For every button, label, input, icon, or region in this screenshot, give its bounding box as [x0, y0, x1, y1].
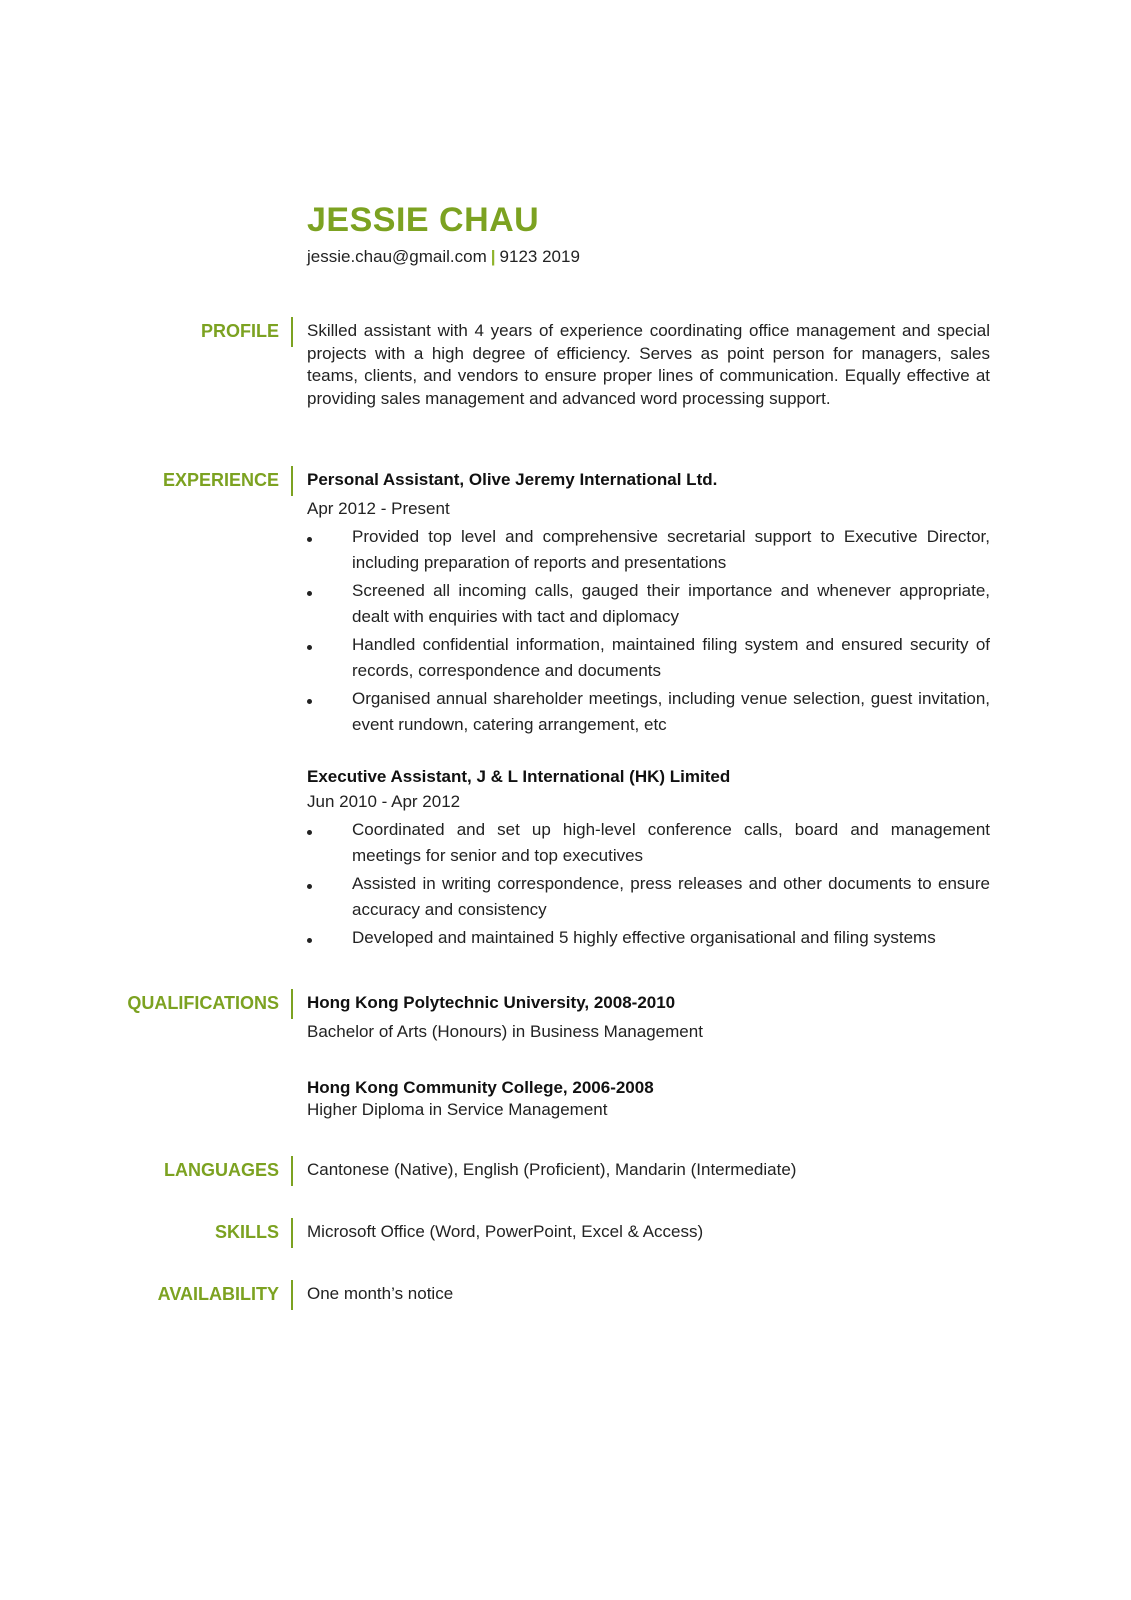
list-item: Provided top level and comprehensive secretarial support to Executive Director, including preparation of reports and presentations [307, 524, 990, 575]
job-entry [307, 469, 990, 740]
section-divider [291, 317, 293, 347]
section-divider [291, 1156, 293, 1186]
phone-number: 9123 2019 [499, 247, 580, 266]
section-divider [291, 466, 293, 496]
job-entry [307, 766, 990, 954]
qualification-school: Hong Kong Polytechnic University, 2008-2010 [307, 993, 676, 1012]
list-item: Assisted in writing correspondence, press releases and other documents to ensure accuracy and consistency [307, 871, 990, 922]
job-title: Executive Assistant, J & L International (HK) Limited [307, 767, 731, 786]
section-label-languages: LANGUAGES [163, 1160, 279, 1180]
section-label-availability: AVAILABILITY [157, 1284, 279, 1304]
qualification-entry [307, 1077, 990, 1121]
qualification-entry [307, 992, 990, 1043]
job-duties-list [307, 524, 990, 737]
profile-text: Skilled assistant with 4 years of experience coordinating office management and special projects with a high degree of efficiency. Serves as point person for managers, sales teams, clients, and vendors to ensure proper lines of communication. Equally effective at providing sales management and advanced word processing support. [307, 321, 990, 408]
section-divider [291, 1218, 293, 1248]
candidate-name: JESSIE CHAU [307, 201, 540, 239]
list-item: Screened all incoming calls, gauged their importance and whenever appropriate, dealt with enquiries with tact and diplomacy [307, 578, 990, 629]
section-label-profile: PROFILE [200, 321, 279, 341]
list-item: Coordinated and set up high-level conference calls, board and management meetings for senior and top executives [307, 817, 990, 868]
resume-header [307, 200, 580, 268]
section-label-experience: EXPERIENCE [162, 470, 279, 490]
qualification-degree: Higher Diploma in Service Management [307, 1100, 608, 1119]
section-divider [291, 989, 293, 1019]
list-item: Organised annual shareholder meetings, including venue selection, guest invitation, event rundown, catering arrangement, etc [307, 686, 990, 737]
section-label-qualifications: QUALIFICATIONS [127, 993, 279, 1013]
qualification-degree: Bachelor of Arts (Honours) in Business Management [307, 1022, 703, 1041]
job-duties-list [307, 817, 990, 951]
availability-text: One month’s notice [307, 1284, 454, 1303]
email-address: jessie.chau@gmail.com [307, 247, 487, 266]
contact-separator: | [490, 247, 496, 266]
job-dates: Apr 2012 - Present [307, 499, 450, 518]
list-item: Developed and maintained 5 highly effective organisational and filing systems [307, 925, 990, 951]
skills-text: Microsoft Office (Word, PowerPoint, Excel & Access) [307, 1222, 704, 1241]
list-item: Handled confidential information, maintained filing system and ensured security of records, correspondence and documents [307, 632, 990, 683]
section-divider [291, 1280, 293, 1310]
job-dates: Jun 2010 - Apr 2012 [307, 792, 461, 811]
section-label-skills: SKILLS [214, 1222, 279, 1242]
languages-text: Cantonese (Native), English (Proficient), Mandarin (Intermediate) [307, 1160, 797, 1179]
job-title: Personal Assistant, Olive Jeremy International Ltd. [307, 470, 718, 489]
contact-line [307, 246, 580, 268]
qualification-school: Hong Kong Community College, 2006-2008 [307, 1078, 654, 1097]
